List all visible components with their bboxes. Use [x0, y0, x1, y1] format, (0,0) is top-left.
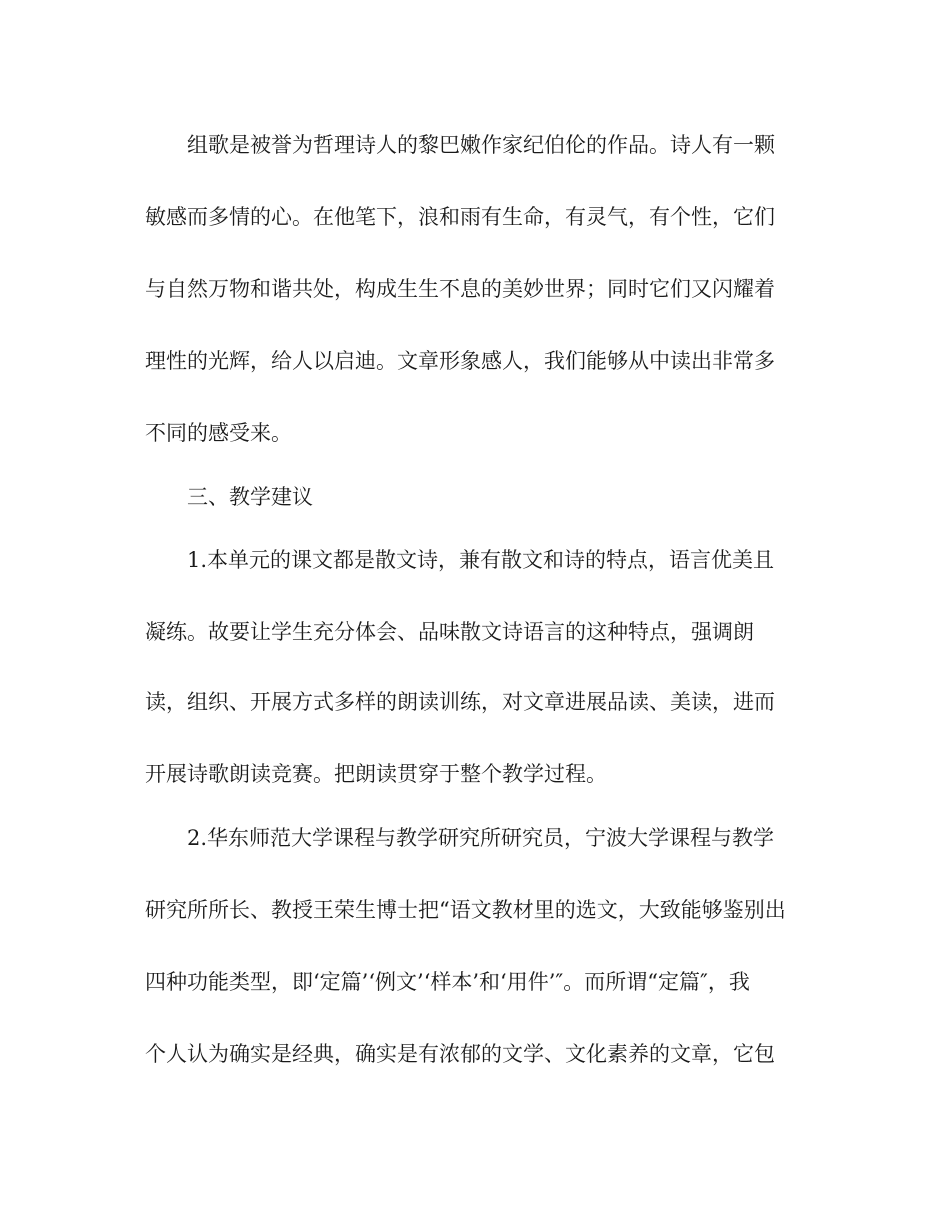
paragraph-line: 开展诗歌朗读竞赛。把朗读贯穿于整个教学过程。 — [145, 762, 607, 786]
paragraph-line: 不同的感受来。 — [145, 421, 292, 445]
paragraph-line: 敏感而多情的心。在他笔下，浪和雨有生命，有灵气，有个性，它们 — [145, 205, 775, 229]
paragraph-line: 1.本单元的课文都是散文诗，兼有散文和诗的特点，语言优美且 — [187, 548, 775, 572]
paragraph-line: 四种功能类型，即‘定篇’‘例文’‘样本’和‘用件’″。而所谓“定篇″，我 — [145, 970, 750, 994]
paragraph-line: 研究所所长、教授王荣生博士把“语文教材里的选文，大致能够鉴别出 — [145, 898, 786, 922]
paragraph-line: 与自然万物和谐共处，构成生生不息的美妙世界；同时它们又闪耀着 — [145, 277, 775, 301]
section-heading: 三、教学建议 — [187, 485, 313, 509]
paragraph-line: 读，组织、开展方式多样的朗读训练，对文章进展品读、美读，进而 — [145, 690, 775, 714]
paragraph-line: 理性的光辉，给人以启迪。文章形象感人，我们能够从中读出非常多 — [145, 349, 775, 373]
paragraph-line: 凝练。故要让学生充分体会、品味散文诗语言的这种特点，强调朗 — [145, 620, 754, 644]
paragraph-line: 个人认为确实是经典，确实是有浓郁的文学、文化素养的文章，它包 — [145, 1042, 775, 1066]
paragraph-line: 2.华东师范大学课程与教学研究所研究员，宁波大学课程与教学 — [187, 826, 775, 850]
paragraph-line: 组歌是被誉为哲理诗人的黎巴嫩作家纪伯伦的作品。诗人有一颗 — [187, 133, 775, 157]
